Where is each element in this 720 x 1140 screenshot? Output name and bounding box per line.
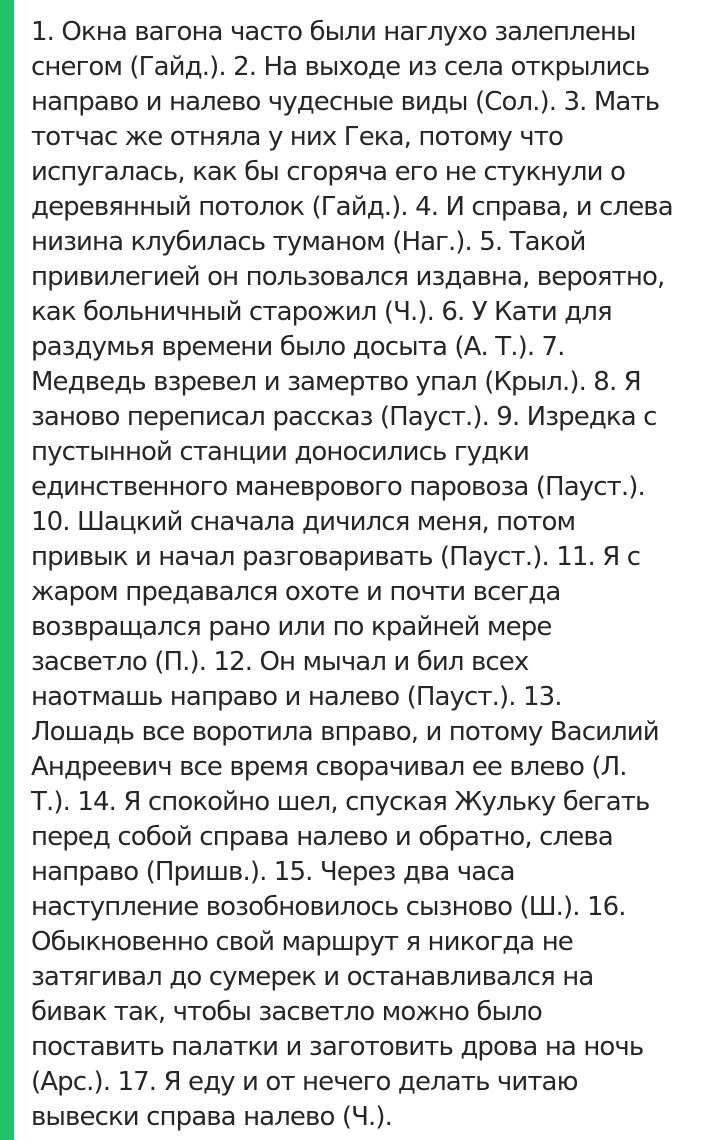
text-line: 1. Окна вагона часто были наглухо залеплены [31, 17, 636, 47]
text-line: 10. Шацкий сначала дичился меня, потом [31, 507, 576, 537]
text-line: привык и начал разговаривать (Пауст.). 11. Я с [31, 542, 641, 572]
text-line: вывески справа налево (Ч.). [31, 1102, 392, 1132]
text-line: испугалась, как бы сгоряча его не стукнули о [31, 157, 625, 187]
text-line: снегом (Гайд.). 2. На выходе из села открылись [31, 52, 650, 82]
text-line: возвращался рано или по крайней мере [31, 612, 552, 642]
text-line: наотмашь направо и налево (Пауст.). 13. [31, 682, 562, 712]
document-text [31, 15, 711, 1135]
text-line: жаром предавался охоте и почти всегда [31, 577, 561, 607]
text-line: раздумья времени было досыта (А. Т.). 7. [31, 332, 565, 362]
text-line: засветло (П.). 12. Он мычал и бил всех [31, 647, 529, 677]
text-line: деревянный потолок (Гайд.). 4. И справа, и слева [31, 192, 673, 222]
text-line: (Арс.). 17. Я еду и от нечего делать читаю [31, 1067, 578, 1097]
text-line: Лошадь все воротила вправо, и потому Василий [31, 717, 659, 747]
text-line: пустынной станции доносились гудки [31, 437, 529, 467]
text-line: бивак так, чтобы засветло можно было [31, 997, 542, 1027]
text-line: тотчас же отняла у них Гека, потому что [31, 122, 563, 152]
text-line: направо и налево чудесные виды (Сол.). 3. Мать [31, 87, 660, 117]
text-line: наступление возобновилось сызново (Ш.). 16. [31, 892, 626, 922]
text-line: Обыкновенно свой маршрут я никогда не [31, 927, 573, 957]
text-line: как больничный старожил (Ч.). 6. У Кати для [31, 297, 612, 327]
text-line: заново переписал рассказ (Пауст.). 9. Изредка с [31, 402, 657, 432]
text-line: единственного маневрового паровоза (Пауст.). [31, 472, 645, 502]
text-line: Т.). 14. Я спокойно шел, спуская Жульку бегать [31, 787, 650, 817]
text-line: Медведь взревел и замертво упал (Крыл.). 8. Я [31, 367, 641, 397]
text-line: направо (Пришв.). 15. Через два часа [31, 857, 515, 887]
accent-bar [0, 0, 14, 1140]
text-line: привилегией он пользовался издавна, вероятно, [31, 262, 665, 292]
text-line: Андреевич все время сворачивал ее влево (Л. [31, 752, 627, 782]
text-line: поставить палатки и заготовить дрова на ночь [31, 1032, 644, 1062]
text-line: перед собой справа налево и обратно, слева [31, 822, 613, 852]
text-line: затягивал до сумерек и останавливался на [31, 962, 594, 992]
text-line: низина клубилась туманом (Наг.). 5. Такой [31, 227, 586, 257]
